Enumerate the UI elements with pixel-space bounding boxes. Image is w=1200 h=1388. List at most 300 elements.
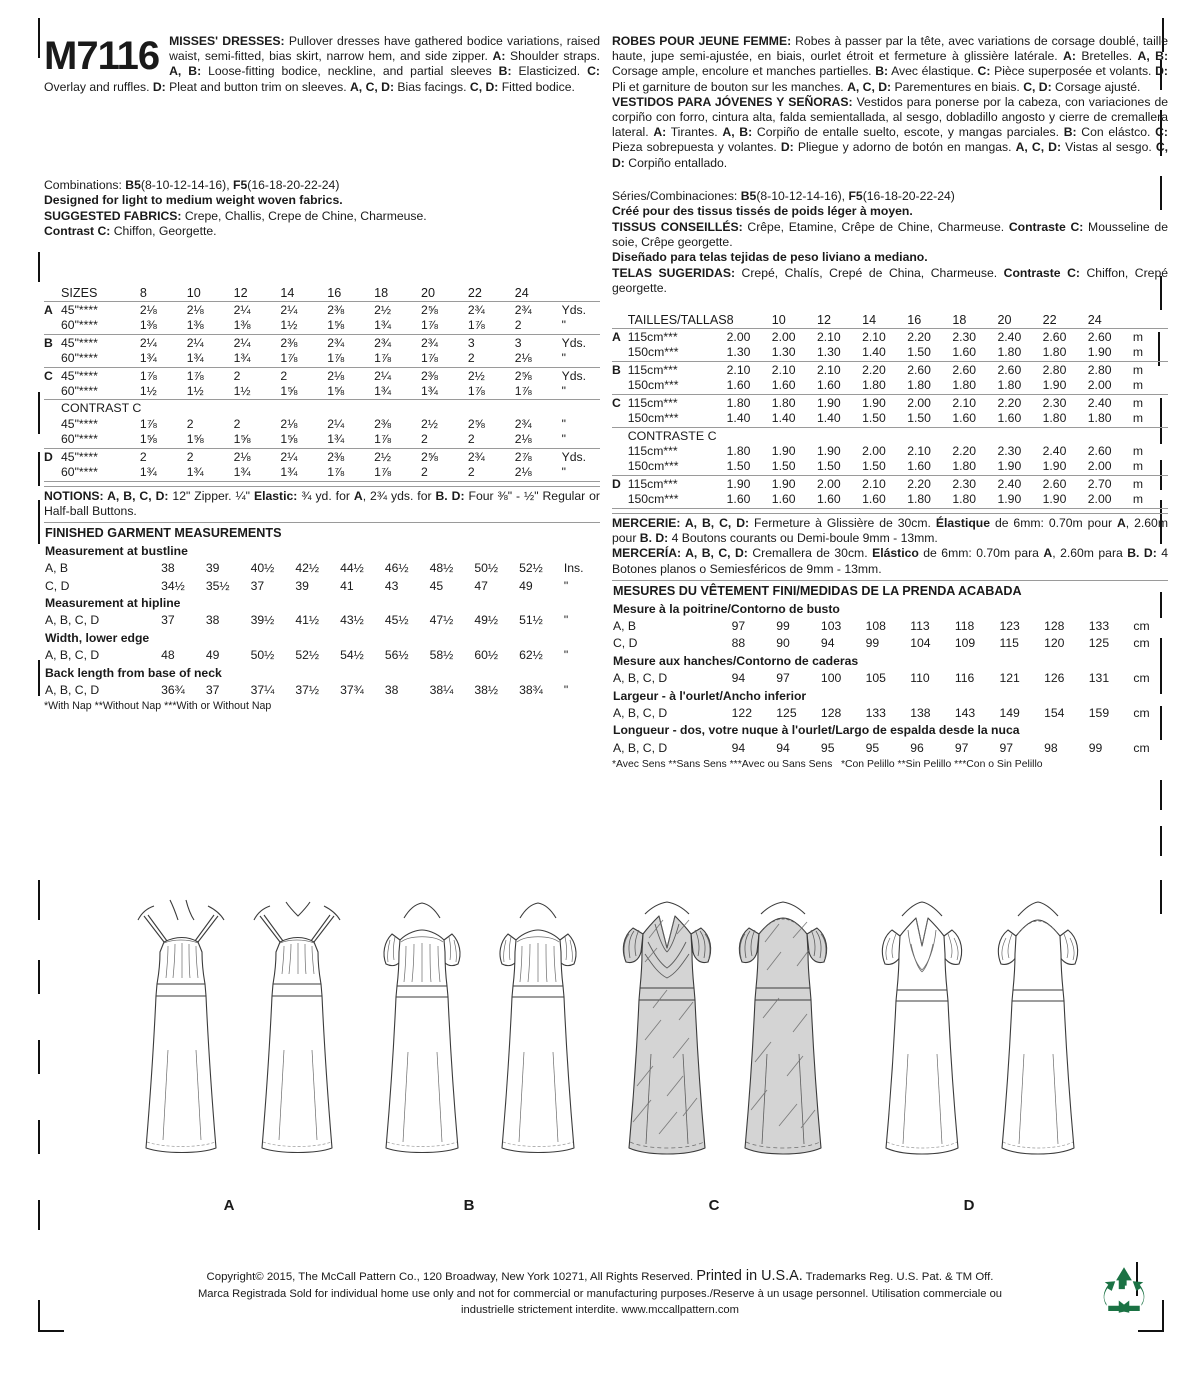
fabric-width: 45"**** xyxy=(61,303,98,318)
measurement-cell: 38 xyxy=(205,613,220,628)
yardage-cell: 1½ xyxy=(280,318,298,333)
size-header: 24 xyxy=(1087,312,1102,327)
yardage-cell: 1.30 xyxy=(816,345,841,360)
table-row xyxy=(44,417,600,432)
yardage-cell: 2¼ xyxy=(233,303,251,318)
view-code xyxy=(612,378,628,394)
measurement-label: A, B, C, D xyxy=(613,706,668,721)
measurements-title: MESURES DU VÊTEMENT FINI/MEDIDAS DE LA PRENDA ACABADA xyxy=(613,584,1022,599)
yardage-cell: 2 xyxy=(467,351,475,366)
yardage-cell: 1.80 xyxy=(726,443,751,458)
sizes-label: TAILLES/TALLAS xyxy=(627,312,727,327)
yardage-cell: 1¾ xyxy=(233,351,251,366)
unit-cell: m xyxy=(1132,378,1144,393)
measurement-cell: 94 xyxy=(731,671,746,686)
size-header: 12 xyxy=(816,312,831,327)
measurement-row xyxy=(612,618,1168,635)
yardage-cell: 1.80 xyxy=(907,378,931,393)
designed-for-line: Designed for light to medium weight woven fabrics. xyxy=(44,193,343,208)
yardage-cell: 1⅞ xyxy=(514,384,532,399)
yardage-cell: 2¼ xyxy=(280,303,298,318)
measurement-cell: 97 xyxy=(731,618,746,633)
measurement-cell: 37½ xyxy=(295,682,320,697)
measurement-cell: 120 xyxy=(1044,636,1065,651)
yardage-cell: 2.10 xyxy=(907,443,931,458)
view-b-illustration xyxy=(344,890,594,1190)
spanish-notions: MERCERÍA: A, B, C, D: Cremallera de 30cm. Elástico de 6mm: 0.70m para A, 2.60m para B. D: 4 Botones planos o Semiesféricos de 9mm - 13mm. xyxy=(612,546,1169,576)
measurement-cell: 38¼ xyxy=(429,682,454,697)
contrast-section-label: CONTRAST C xyxy=(61,401,142,416)
yardage-cell: 2.60 xyxy=(952,362,977,377)
yardage-cell: 2.00 xyxy=(862,443,886,458)
yardage-cell: 2 xyxy=(280,368,288,383)
crop-mark xyxy=(38,500,40,544)
fabric-width: 150cm*** xyxy=(627,459,679,474)
fabric-width: 45"**** xyxy=(61,449,98,464)
yardage-cell: 2.60 xyxy=(1042,476,1067,491)
fabric-width: 150cm*** xyxy=(627,492,679,507)
yardage-cell: 2⅝ xyxy=(421,449,438,464)
yardage-cell: 2 xyxy=(421,465,428,480)
crop-mark xyxy=(38,18,40,58)
yardage-cell: 2 xyxy=(514,318,522,333)
view-code xyxy=(44,384,61,400)
fabric-width: 150cm*** xyxy=(627,378,679,393)
yardage-cell: 1⅞ xyxy=(374,432,392,447)
measurement-label: A, B, C, D xyxy=(45,682,100,697)
crop-mark xyxy=(38,660,40,696)
crop-mark xyxy=(1160,780,1162,810)
yardage-cell: 2.60 xyxy=(1087,330,1112,345)
measurement-cell: 122 xyxy=(731,706,752,721)
yardage-cell: 3 xyxy=(514,335,522,350)
unit-cell: m xyxy=(1132,345,1144,360)
measurement-cell: 39½ xyxy=(250,613,275,628)
fabric-width: 60"**** xyxy=(61,384,98,399)
measurement-cell: 125 xyxy=(776,706,797,721)
measurement-cell: 36¾ xyxy=(161,682,185,697)
measurement-cell: 115 xyxy=(999,636,1019,651)
yardage-cell: 2⅛ xyxy=(327,368,345,383)
yardage-cell: 2.30 xyxy=(997,443,1022,458)
crop-mark xyxy=(38,880,40,920)
yardage-cell: 1.80 xyxy=(952,378,977,393)
yardage-cell: 1⅞ xyxy=(186,368,204,383)
yardage-cell: 2.00 xyxy=(726,330,751,345)
yardage-cell: 2¼ xyxy=(374,368,392,383)
crop-mark xyxy=(1160,880,1162,914)
measurement-cell: 42½ xyxy=(295,561,320,576)
measurement-label: A, B, C, D xyxy=(613,671,668,686)
yardage-cell: 2.00 xyxy=(1087,492,1112,507)
divider xyxy=(612,580,1168,581)
unit-cell: " xyxy=(561,351,566,366)
measurement-cell: 45 xyxy=(429,578,444,593)
table-row xyxy=(44,303,600,318)
yardage-cell: 1.80 xyxy=(997,345,1022,360)
view-code xyxy=(612,492,628,508)
french-fabric-block xyxy=(612,189,1168,297)
view-code xyxy=(44,465,61,481)
yardage-cell: 1⅞ xyxy=(327,465,345,480)
yardage-cell: 1.90 xyxy=(771,443,796,458)
crop-mark xyxy=(1138,1330,1164,1332)
view-code: D xyxy=(44,449,53,464)
view-label-a: A xyxy=(223,1197,235,1214)
table-row xyxy=(44,336,600,351)
yardage-cell: 1⅞ xyxy=(374,351,392,366)
designed-for-line-fr: Créé pour des tissus tissés de poids léger à moyen. xyxy=(612,204,913,219)
fabric-width: 60"**** xyxy=(61,432,98,447)
fabric-width: 60"**** xyxy=(61,351,98,366)
yardage-cell: 1.80 xyxy=(726,395,751,410)
yardage-cell: 1.90 xyxy=(816,443,841,458)
divider xyxy=(612,513,1168,514)
view-c-illustration xyxy=(589,890,839,1190)
table-row xyxy=(44,318,600,334)
measurement-cell: 121 xyxy=(999,671,1020,686)
size-header: 24 xyxy=(514,285,529,300)
measurement-cell: 51½ xyxy=(519,613,543,628)
yardage-cell: 1⅜ xyxy=(233,318,251,333)
measurement-cell: 113 xyxy=(910,618,930,633)
yardage-cell: 1.50 xyxy=(816,459,841,474)
measurement-cell: 108 xyxy=(865,618,886,633)
yardage-cell: 1⅞ xyxy=(139,368,157,383)
yardage-cell: 1.50 xyxy=(726,459,751,474)
fabric-width: 60"**** xyxy=(61,318,98,333)
measurement-group-heading: Longueur - dos, votre nuque à l'ourlet/Largo de espalda desde la nuca xyxy=(613,723,1020,738)
yardage-cell: 1¾ xyxy=(233,465,251,480)
yardage-cell: 2.20 xyxy=(862,362,886,377)
yardage-cell: 1⅞ xyxy=(139,416,157,431)
measurement-cell: 62½ xyxy=(519,648,543,663)
measurement-cell: 38 xyxy=(161,561,175,576)
measurement-cell: 125 xyxy=(1088,636,1110,651)
yardage-cell: 2.00 xyxy=(1087,378,1112,393)
measurement-unit: " xyxy=(563,682,569,697)
yardage-cell: 2.60 xyxy=(997,362,1022,377)
table-row xyxy=(44,369,600,384)
yardage-cell: 2.00 xyxy=(816,476,841,491)
measurement-cell: 48½ xyxy=(429,561,454,576)
divider xyxy=(44,522,600,523)
yardage-cell: 2.10 xyxy=(862,476,886,491)
size-header: 18 xyxy=(374,285,389,300)
measurement-label: A, B xyxy=(45,561,69,576)
crop-mark xyxy=(38,252,40,282)
yardage-cell: 2.40 xyxy=(997,330,1022,345)
table-row xyxy=(44,450,600,465)
measurement-unit: cm xyxy=(1133,706,1150,721)
yardage-cell: 1.50 xyxy=(907,411,931,426)
english-notions: NOTIONS: A, B, C, D: 12" Zipper. ¼" Elastic: ¾ yd. for A, 2¾ yds. for B. D: Four ⅜" - ½" Regular or Half-ball Buttons. xyxy=(44,488,600,518)
yardage-table-imperial xyxy=(44,286,600,483)
table-row xyxy=(612,330,1168,345)
yardage-cell: 1½ xyxy=(186,384,204,399)
measurement-cell: 37 xyxy=(250,578,265,593)
measurement-cell: 116 xyxy=(954,671,975,686)
size-header: 18 xyxy=(952,312,967,327)
yardage-cell: 2¾ xyxy=(467,449,485,464)
view-code xyxy=(44,432,61,448)
unit-cell: m xyxy=(1132,492,1144,507)
size-header: 8 xyxy=(139,285,147,300)
yardage-cell: 1.80 xyxy=(771,395,796,410)
english-fabric-block xyxy=(44,178,600,240)
yardage-cell: 1.60 xyxy=(771,492,796,507)
measurement-cell: 94 xyxy=(731,740,746,755)
unit-cell: Yds. xyxy=(561,303,586,318)
yardage-cell: 2¾ xyxy=(374,335,392,350)
yardage-cell: 1⅜ xyxy=(186,318,204,333)
yardage-cell: 1½ xyxy=(233,384,251,399)
measurement-cell: 95 xyxy=(820,740,835,755)
english-title: MISSES' DRESSES: xyxy=(169,34,285,48)
suggested-fabrics-line: SUGGESTED FABRICS: Crepe, Challis, Crepe de Chine, Charmeuse. xyxy=(44,208,427,223)
measurement-cell: 95 xyxy=(865,740,880,755)
yardage-cell: 1¾ xyxy=(280,465,298,480)
designed-for-line-es: Diseñado para telas tejidas de peso liviano a mediano. xyxy=(612,250,928,265)
yardage-cell: 1⅝ xyxy=(139,432,157,447)
size-header: 22 xyxy=(467,285,482,300)
measurement-cell: 38 xyxy=(384,682,399,697)
table-row xyxy=(612,378,1168,394)
fabric-width: 115cm*** xyxy=(627,330,678,345)
measurement-cell: 49 xyxy=(205,648,220,663)
yardage-cell: 1¾ xyxy=(139,465,157,480)
table-row xyxy=(44,351,600,367)
yardage-cell: 1.90 xyxy=(1042,492,1067,507)
yardage-cell: 1.50 xyxy=(907,345,931,360)
yardage-cell: 2.10 xyxy=(726,362,751,377)
yardage-cell: 1.90 xyxy=(771,476,796,491)
measurement-row xyxy=(44,612,600,629)
unit-cell: Yds. xyxy=(561,449,586,464)
yardage-cell: 1⅜ xyxy=(139,318,157,333)
measurement-cell: 60½ xyxy=(474,648,499,663)
view-code: D xyxy=(612,476,621,491)
yardage-cell: 1.50 xyxy=(862,411,886,426)
measurement-group-heading: Largeur - à l'ourlet/Ancho inferior xyxy=(613,688,807,703)
measurement-group-heading: Measurement at hipline xyxy=(45,595,181,610)
yardage-cell: 1¾ xyxy=(421,384,438,399)
unit-cell: " xyxy=(561,432,566,447)
yardage-cell: 2 xyxy=(233,416,241,431)
recycle-icon xyxy=(1096,1262,1152,1318)
fabric-width: 45"**** xyxy=(61,416,98,431)
yardage-cell: 2¼ xyxy=(327,416,345,431)
footer-line-1: Copyright© 2015, The McCall Pattern Co., 120 Broadway, New York 10271, All Rights Reserved. Printed in U.S.A. Trademarks Reg. U.S. Pat. & TM Off. xyxy=(206,1268,994,1284)
view-code: A xyxy=(44,303,53,318)
measurement-cell: 100 xyxy=(820,671,842,686)
view-a-illustration xyxy=(104,890,354,1190)
yardage-cell: 1.60 xyxy=(816,492,841,507)
unit-cell: m xyxy=(1132,395,1144,410)
crop-mark xyxy=(1160,826,1162,856)
measurement-row xyxy=(612,635,1168,652)
nap-note-english: *With Nap **Without Nap ***With or Without Nap xyxy=(44,700,272,713)
view-code xyxy=(612,345,628,361)
measurement-cell: 110 xyxy=(910,671,930,686)
yardage-cell: 2⅜ xyxy=(280,335,298,350)
size-header: 14 xyxy=(280,285,295,300)
yardage-cell: 2 xyxy=(421,432,428,447)
unit-cell: m xyxy=(1132,476,1144,491)
yardage-cell: 2.10 xyxy=(862,330,886,345)
yardage-cell: 2 xyxy=(233,368,241,383)
size-header: 14 xyxy=(862,312,877,327)
unit-cell: Yds. xyxy=(561,335,586,350)
yardage-cell: 1⅝ xyxy=(327,384,345,399)
measurement-row xyxy=(44,578,600,595)
english-description: MISSES' DRESSES: Pullover dresses have gathered bodice variations, raised waist, semi-fitted, bias skirt, narrow hem, and side zipper. A: Shoulder straps. A, B: Loose-fitting bodice, neckline, and partial sleeves B: Elasticized. C: Overlay and ruffles. D: Pleat and button trim on sleeves. A, C, D: Bias facings. C, D: Fitted bodice. xyxy=(44,34,600,94)
measurement-cell: 47 xyxy=(474,578,488,593)
view-label-c: C xyxy=(708,1197,720,1214)
measurement-row xyxy=(44,560,600,577)
table-row xyxy=(612,396,1168,411)
yardage-cell: 1.40 xyxy=(862,345,886,360)
measurement-cell: 98 xyxy=(1044,740,1058,755)
yardage-cell: 1.80 xyxy=(1087,411,1112,426)
yardage-cell: 2.20 xyxy=(907,476,931,491)
yardage-cell: 1¾ xyxy=(186,351,204,366)
yardage-cell: 2 xyxy=(139,449,147,464)
yardage-cell: 2.30 xyxy=(952,476,977,491)
view-code: B xyxy=(44,335,53,350)
measurement-label: C, D xyxy=(45,578,70,593)
measurement-cell: 103 xyxy=(820,618,842,633)
yardage-cell: 1.60 xyxy=(907,459,931,474)
measurement-cell: 118 xyxy=(954,618,975,633)
yardage-cell: 2⅛ xyxy=(280,416,298,431)
yardage-cell: 2⅜ xyxy=(327,303,345,318)
table-row xyxy=(612,444,1168,459)
measurement-label: C, D xyxy=(613,636,638,651)
measurement-cell: 99 xyxy=(776,618,790,633)
yardage-cell: 2.80 xyxy=(1042,362,1067,377)
footer-line-3: industrielle strictement interdite. www.mccallpattern.com xyxy=(461,1304,739,1316)
yardage-cell: 1.80 xyxy=(862,378,886,393)
yardage-cell: 1.80 xyxy=(1042,345,1067,360)
yardage-cell: 2⅝ xyxy=(467,416,485,431)
measurement-cell: 128 xyxy=(820,706,842,721)
measurement-unit: " xyxy=(563,613,569,628)
measurement-cell: 94 xyxy=(776,740,790,755)
yardage-cell: 2⅛ xyxy=(514,351,532,366)
crop-mark xyxy=(38,1200,40,1230)
yardage-cell: 1.90 xyxy=(1042,459,1067,474)
table-row xyxy=(612,459,1168,475)
suggested-fabrics-line-es: TELAS SUGERIDAS: Crepé, Chalís, Crepé de China, Charmeuse. Contraste C: Chiffon, Crepé georgette. xyxy=(612,265,1169,296)
size-header: 10 xyxy=(771,312,786,327)
unit-cell: m xyxy=(1132,459,1144,474)
finished-measurements-metric xyxy=(612,583,1168,757)
view-label-d: D xyxy=(963,1197,975,1214)
measurement-label: A, B, C, D xyxy=(45,613,100,628)
yardage-cell: 1⅝ xyxy=(186,432,204,447)
measurement-group-heading: Back length from base of neck xyxy=(45,665,222,680)
unit-cell: m xyxy=(1132,362,1144,377)
yardage-cell: 1⅞ xyxy=(280,351,298,366)
french-spanish-column xyxy=(612,34,1168,771)
measurement-cell: 44½ xyxy=(340,561,364,576)
spanish-title: VESTIDOS PARA JÓVENES Y SEÑORAS: xyxy=(612,94,853,109)
measurement-cell: 37 xyxy=(205,682,220,697)
measurement-cell: 96 xyxy=(910,740,924,755)
crop-mark xyxy=(38,960,40,994)
yardage-cell: 1⅝ xyxy=(280,432,298,447)
yardage-cell: 1.60 xyxy=(726,378,751,393)
measurement-cell: 143 xyxy=(954,706,976,721)
yardage-cell: 1.40 xyxy=(816,411,841,426)
yardage-cell: 2¾ xyxy=(327,335,345,350)
measurement-cell: 88 xyxy=(731,636,746,651)
size-header: 20 xyxy=(421,285,436,300)
unit-cell: m xyxy=(1132,411,1144,426)
yardage-cell: 1¾ xyxy=(327,432,345,447)
yardage-cell: 1⅞ xyxy=(421,351,438,366)
measurement-cell: 37 xyxy=(161,613,175,628)
yardage-cell: 1¾ xyxy=(374,384,392,399)
crop-mark xyxy=(38,392,40,434)
measurement-cell: 52½ xyxy=(519,561,543,576)
measurement-group-heading: Width, lower edge xyxy=(45,630,150,645)
size-header: 10 xyxy=(186,285,201,300)
view-code xyxy=(612,411,628,427)
yardage-cell: 2.10 xyxy=(816,362,841,377)
measurement-cell: 94 xyxy=(820,636,835,651)
measurement-label: A, B, C, D xyxy=(613,740,668,755)
unit-cell: Yds. xyxy=(561,368,586,383)
measurement-cell: 90 xyxy=(776,636,790,651)
yardage-cell: 2½ xyxy=(421,416,438,431)
measurement-cell: 97 xyxy=(999,740,1014,755)
yardage-cell: 1.30 xyxy=(726,345,751,360)
yardage-cell: 2¾ xyxy=(467,303,485,318)
measurement-cell: 50½ xyxy=(474,561,499,576)
measurement-cell: 35½ xyxy=(205,578,230,593)
yardage-cell: 2.00 xyxy=(1087,459,1112,474)
yardage-cell: 1.50 xyxy=(771,459,796,474)
fabric-width: 150cm*** xyxy=(627,345,679,360)
yardage-cell: 1.90 xyxy=(862,395,886,410)
yardage-cell: 2¼ xyxy=(280,449,298,464)
size-header: 16 xyxy=(907,312,922,327)
yardage-cell: 1.30 xyxy=(771,345,796,360)
measurement-cell: 105 xyxy=(865,671,886,686)
view-code xyxy=(44,351,61,367)
measurement-cell: 45½ xyxy=(384,613,409,628)
view-group-b xyxy=(344,890,594,1214)
yardage-cell: 2¾ xyxy=(514,303,532,318)
yardage-cell: 2⅛ xyxy=(186,303,204,318)
yardage-cell: 2½ xyxy=(467,368,485,383)
contrast-section-label: CONTRASTE C xyxy=(627,428,717,443)
yardage-cell: 1.60 xyxy=(771,378,796,393)
yardage-cell: 1⅝ xyxy=(327,318,345,333)
yardage-cell: 1.60 xyxy=(952,345,977,360)
measurement-cell: 40½ xyxy=(250,561,275,576)
yardage-cell: 1.90 xyxy=(1087,345,1112,360)
finished-measurements-imperial xyxy=(44,525,600,699)
measurement-cell: 58½ xyxy=(429,648,454,663)
measurement-row xyxy=(612,670,1168,687)
yardage-cell: 2⅛ xyxy=(233,449,251,464)
size-header: 20 xyxy=(997,312,1012,327)
crop-mark xyxy=(38,1330,64,1332)
yardage-cell: 2¾ xyxy=(514,416,532,431)
